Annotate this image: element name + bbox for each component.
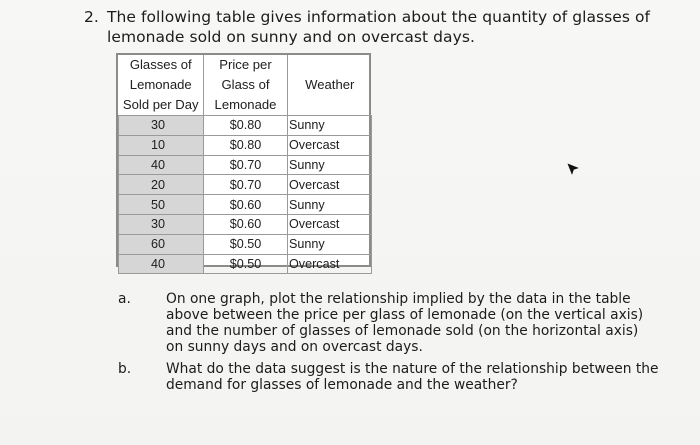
header-glasses-line-3: Sold per Day xyxy=(122,97,199,112)
part-a-line-3: and the number of glasses of lemonade sold (on the horizontal axis) xyxy=(166,323,639,339)
glasses-cell: 20 xyxy=(119,175,204,195)
glasses-cell: 30 xyxy=(119,214,204,234)
part-a-text xyxy=(166,291,666,355)
price-cell: $0.60 xyxy=(204,214,288,234)
question-line-1: The following table gives information about the quantity of glasses of xyxy=(107,8,650,26)
glasses-cell: 50 xyxy=(119,195,204,215)
table-row xyxy=(119,116,372,136)
part-a-label: a. xyxy=(118,291,131,307)
header-price xyxy=(204,55,288,75)
glasses-cell: 60 xyxy=(119,234,204,254)
question-number: 2. xyxy=(84,8,99,26)
header-weather-label: Weather xyxy=(305,77,355,92)
part-a-line-4: on sunny days and on overcast days. xyxy=(166,339,423,355)
price-cell: $0.60 xyxy=(204,195,288,215)
header-weather xyxy=(288,55,372,116)
price-cell: $0.80 xyxy=(204,116,288,136)
price-cell: $0.80 xyxy=(204,135,288,155)
header-price-line-2: Glass of xyxy=(221,77,270,92)
part-b-text xyxy=(166,361,666,393)
price-cell: $0.50 xyxy=(204,254,288,274)
table-row xyxy=(119,254,372,274)
weather-cell: Sunny xyxy=(288,155,372,175)
question-prompt xyxy=(107,7,667,47)
weather-cell: Sunny xyxy=(288,234,372,254)
header-glasses-row-2 xyxy=(119,75,204,95)
weather-cell: Overcast xyxy=(288,135,372,155)
arrow-pointer-icon xyxy=(567,163,579,175)
weather-cell: Sunny xyxy=(288,195,372,215)
table-row xyxy=(119,135,372,155)
weather-cell: Overcast xyxy=(288,254,372,274)
table-row xyxy=(119,195,372,215)
price-cell: $0.70 xyxy=(204,155,288,175)
part-b-label: b. xyxy=(118,361,132,377)
glasses-cell: 10 xyxy=(119,135,204,155)
header-price-line-3: Lemonade xyxy=(214,97,277,112)
weather-cell: Overcast xyxy=(288,175,372,195)
glasses-cell: 40 xyxy=(119,254,204,274)
part-a-line-2: above between the price per glass of lemonade (on the vertical axis) xyxy=(166,307,644,323)
glasses-cell: 40 xyxy=(119,155,204,175)
part-b-line-1: What do the data suggest is the nature of the relationship between the xyxy=(166,361,659,377)
header-glasses-line-1: Glasses of xyxy=(129,57,192,72)
header-price-line-1: Price per xyxy=(219,57,272,72)
part-a-line-1: On one graph, plot the relationship implied by the data in the table xyxy=(166,291,631,307)
header-glasses xyxy=(119,55,204,75)
weather-cell: Overcast xyxy=(288,214,372,234)
weather-cell: Sunny xyxy=(288,116,372,136)
table-row xyxy=(119,175,372,195)
price-cell: $0.70 xyxy=(204,175,288,195)
header-price-row-3 xyxy=(204,95,288,116)
lemonade-table xyxy=(116,53,371,271)
header-glasses-row-3 xyxy=(119,95,204,116)
table-row xyxy=(119,234,372,254)
question-line-2: lemonade sold on sunny and on overcast days. xyxy=(107,28,475,46)
table-row xyxy=(119,155,372,175)
table-row xyxy=(119,214,372,234)
header-glasses-line-2: Lemonade xyxy=(129,77,192,92)
price-cell: $0.50 xyxy=(204,234,288,254)
glasses-cell: 30 xyxy=(119,116,204,136)
part-b-line-2: demand for glasses of lemonade and the weather? xyxy=(166,377,518,393)
header-price-row-2 xyxy=(204,75,288,95)
